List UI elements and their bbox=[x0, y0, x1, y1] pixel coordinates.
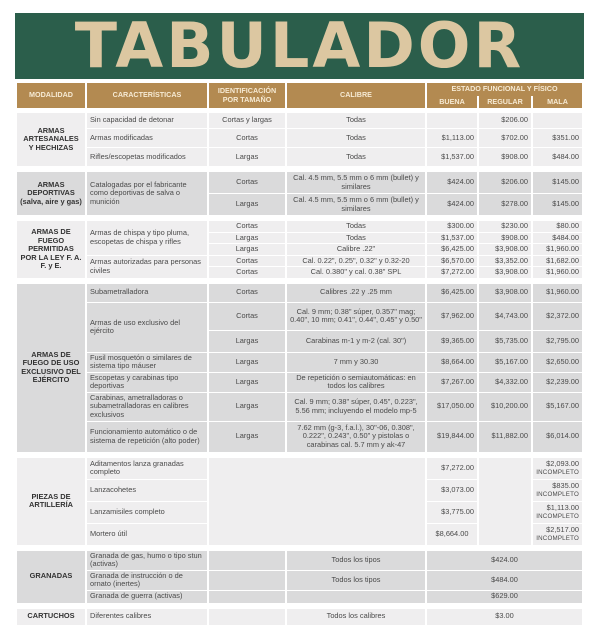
caracteristica-cell: Catalogadas por el fabricante como deportivas de salva o munición bbox=[87, 172, 207, 216]
mala-cell: $484.00 bbox=[533, 233, 582, 245]
buena-cell: $7,272.00 bbox=[427, 458, 477, 480]
header-caracteristicas: CARACTERÍSTICAS bbox=[87, 83, 207, 108]
mala-price: $1,113.00 bbox=[546, 503, 580, 513]
modalidad-cell: ARMAS DE FUEGO DE USO EXCLUSIVO DEL EJÉRCITO bbox=[17, 284, 85, 453]
caracteristica-cell: Armas autorizadas para personas civiles bbox=[87, 256, 207, 279]
mala-cell bbox=[533, 502, 582, 524]
caracteristica-cell: Granada de gas, humo o tipo stun (activas) bbox=[87, 551, 207, 571]
calibre-cell: Todas bbox=[287, 233, 425, 245]
calibre-cell: De repetición o semiautomáticas: en todos los calibres bbox=[287, 373, 425, 393]
tamano-cell: Largas bbox=[209, 393, 285, 422]
mala-cell bbox=[533, 458, 582, 480]
tamano-cell: Largas bbox=[209, 331, 285, 353]
table-row bbox=[17, 353, 582, 373]
buena-cell: $9,365.00 bbox=[427, 331, 477, 353]
header-estado: ESTADO FUNCIONAL Y FÍSICO bbox=[427, 83, 582, 96]
calibre-cell: 7 mm y 30.30 bbox=[287, 353, 425, 373]
regular-cell: $3,908.00 bbox=[479, 267, 531, 279]
buena-cell: $6,425.00 bbox=[427, 284, 477, 303]
caracteristica-cell: Carabinas, ametralladoras o subametralladoras en calibres exclusivos bbox=[87, 393, 207, 422]
modalidad-cell: ARMAS ARTESANALES Y HECHIZAS bbox=[17, 113, 85, 167]
mala-cell: $351.00 bbox=[533, 129, 582, 148]
header-regular: REGULAR bbox=[479, 96, 531, 108]
title-banner bbox=[15, 9, 584, 82]
precio-cell: $629.00 bbox=[427, 591, 582, 604]
table-row bbox=[17, 221, 582, 233]
incompleto-label: INCOMPLETO bbox=[536, 512, 580, 520]
buena-cell: $6,425.00 bbox=[427, 244, 477, 256]
regular-cell: $3,908.00 bbox=[479, 244, 531, 256]
caracteristica-cell: Sin capacidad de detonar bbox=[87, 113, 207, 129]
buena-cell: $3,775.00 bbox=[427, 502, 477, 524]
calibre-cell: Todos los tipos bbox=[287, 551, 425, 571]
table-row bbox=[17, 172, 582, 194]
regular-cell: $230.00 bbox=[479, 221, 531, 233]
tamano-cell: Cortas bbox=[209, 256, 285, 268]
mala-price: $835.00 bbox=[552, 481, 580, 491]
price-table bbox=[15, 83, 584, 626]
buena-cell bbox=[427, 113, 477, 129]
mala-cell bbox=[533, 524, 582, 546]
mala-cell: $2,795.00 bbox=[533, 331, 582, 353]
caracteristica-cell: Lanzacohetes bbox=[87, 480, 207, 502]
table-row bbox=[17, 284, 582, 303]
incompleto-label: INCOMPLETO bbox=[536, 490, 580, 498]
buena-cell: $6,570.00 bbox=[427, 256, 477, 268]
buena-cell: $8,664.00 bbox=[427, 524, 477, 546]
caracteristica-cell: Rifles/escopetas modificados bbox=[87, 148, 207, 167]
calibre-cell: Todas bbox=[287, 129, 425, 148]
calibre-cell: Calibres .22 y .25 mm bbox=[287, 284, 425, 303]
empty-cell bbox=[209, 458, 425, 546]
tamano-cell: Largas bbox=[209, 373, 285, 393]
caracteristica-cell: Granada de guerra (activas) bbox=[87, 591, 207, 604]
empty-cell bbox=[209, 609, 285, 626]
regular-cell: $4,743.00 bbox=[479, 303, 531, 331]
page-title: TABULADOR bbox=[74, 9, 525, 82]
mala-price: $2,517.00 bbox=[546, 525, 580, 535]
calibre-cell: Cal. 0.380" y cal. 0.38" SPL bbox=[287, 267, 425, 279]
header-buena: BUENA bbox=[427, 96, 477, 108]
buena-cell: $7,962.00 bbox=[427, 303, 477, 331]
buena-cell: $1,113.00 bbox=[427, 129, 477, 148]
table-row bbox=[17, 551, 582, 571]
caracteristica-cell: Mortero útil bbox=[87, 524, 207, 546]
tamano-cell: Cortas bbox=[209, 221, 285, 233]
caracteristica-cell: Funcionamiento automático o de sistema de repetición (alto poder) bbox=[87, 422, 207, 453]
calibre-cell: 7.62 mm (g-3, f.a.l.), 30"-06, 0.308", 0.222", 0.243", 0.50" y pistolas o carabinas cal. 5.7 mm y ak-47 bbox=[287, 422, 425, 453]
table-row bbox=[17, 458, 582, 480]
table-row bbox=[17, 113, 582, 129]
precio-cell: $3.00 bbox=[427, 609, 582, 626]
regular-cell: $5,167.00 bbox=[479, 353, 531, 373]
regular-cell: $5,735.00 bbox=[479, 331, 531, 353]
calibre-cell: Cal. 4.5 mm, 5.5 mm o 6 mm (bullet) y similares bbox=[287, 194, 425, 216]
tamano-cell: Largas bbox=[209, 194, 285, 216]
tamano-cell: Largas bbox=[209, 422, 285, 453]
header-mala: MALA bbox=[533, 96, 582, 108]
mala-cell: $1,960.00 bbox=[533, 267, 582, 279]
buena-cell: $3,073.00 bbox=[427, 480, 477, 502]
caracteristica-cell: Aditamentos lanza granadas completo bbox=[87, 458, 207, 480]
mala-cell: $1,960.00 bbox=[533, 244, 582, 256]
empty-cell bbox=[209, 571, 285, 591]
modalidad-cell: ARMAS DEPORTIVAS (salva, aire y gas) bbox=[17, 172, 85, 216]
calibre-cell: Todos los tipos bbox=[287, 571, 425, 591]
caracteristica-cell: Diferentes calibres bbox=[87, 609, 207, 626]
table-row bbox=[17, 422, 582, 453]
table-row bbox=[17, 373, 582, 393]
buena-cell: $8,664.00 bbox=[427, 353, 477, 373]
header-modalidad: MODALIDAD bbox=[17, 83, 85, 108]
mala-cell: $6,014.00 bbox=[533, 422, 582, 453]
empty-cell bbox=[209, 551, 285, 571]
empty-cell bbox=[209, 591, 285, 604]
regular-cell: $908.00 bbox=[479, 233, 531, 245]
calibre-cell: Todas bbox=[287, 113, 425, 129]
calibre-cell: Calibre .22" bbox=[287, 244, 425, 256]
modalidad-cell: CARTUCHOS bbox=[17, 609, 85, 626]
caracteristica-cell: Subametralladora bbox=[87, 284, 207, 303]
tamano-cell: Cortas bbox=[209, 129, 285, 148]
buena-cell: $1,537.00 bbox=[427, 233, 477, 245]
regular-cell: $3,908.00 bbox=[479, 284, 531, 303]
tamano-cell: Largas bbox=[209, 233, 285, 245]
mala-cell: $5,167.00 bbox=[533, 393, 582, 422]
table-row bbox=[17, 393, 582, 422]
calibre-cell bbox=[287, 591, 425, 604]
regular-cell: $10,200.00 bbox=[479, 393, 531, 422]
mala-cell bbox=[533, 480, 582, 502]
calibre-cell: Todas bbox=[287, 148, 425, 167]
header-identificacion: IDENTIFICACIÓN POR TAMAÑO bbox=[209, 83, 285, 108]
precio-cell: $484.00 bbox=[427, 571, 582, 591]
regular-cell: $278.00 bbox=[479, 194, 531, 216]
table-row bbox=[17, 609, 582, 626]
buena-cell: $424.00 bbox=[427, 172, 477, 194]
mala-cell: $80.00 bbox=[533, 221, 582, 233]
caracteristica-cell: Escopetas y carabinas tipo deportivas bbox=[87, 373, 207, 393]
precio-cell: $424.00 bbox=[427, 551, 582, 571]
mala-cell: $145.00 bbox=[533, 194, 582, 216]
caracteristica-cell: Armas modificadas bbox=[87, 129, 207, 148]
table-row bbox=[17, 148, 582, 167]
tamano-cell: Largas bbox=[209, 244, 285, 256]
buena-cell: $17,050.00 bbox=[427, 393, 477, 422]
incompleto-label: INCOMPLETO bbox=[536, 468, 580, 476]
regular-cell: $206.00 bbox=[479, 113, 531, 129]
modalidad-cell: ARMAS DE FUEGO PERMITIDAS POR LA LEY F. A. F. y E. bbox=[17, 221, 85, 279]
calibre-cell: Todos los calibres bbox=[287, 609, 425, 626]
calibre-cell: Cal. 0.22", 0.25", 0.32" y 0.32-20 bbox=[287, 256, 425, 268]
regular-cell: $3,352.00 bbox=[479, 256, 531, 268]
caracteristica-cell: Lanzamisiles completo bbox=[87, 502, 207, 524]
tamano-cell: Cortas bbox=[209, 284, 285, 303]
buena-cell: $300.00 bbox=[427, 221, 477, 233]
mala-cell bbox=[533, 113, 582, 129]
regular-cell: $4,332.00 bbox=[479, 373, 531, 393]
tamano-cell: Cortas bbox=[209, 172, 285, 194]
buena-cell: $19,844.00 bbox=[427, 422, 477, 453]
tamano-cell: Largas bbox=[209, 353, 285, 373]
buena-cell: $7,267.00 bbox=[427, 373, 477, 393]
mala-cell: $1,960.00 bbox=[533, 284, 582, 303]
header-calibre: CALIBRE bbox=[287, 83, 425, 108]
tamano-cell: Cortas bbox=[209, 267, 285, 279]
table-row bbox=[17, 129, 582, 148]
buena-cell: $7,272.00 bbox=[427, 267, 477, 279]
calibre-cell: Todas bbox=[287, 221, 425, 233]
mala-cell: $1,682.00 bbox=[533, 256, 582, 268]
mala-cell: $484.00 bbox=[533, 148, 582, 167]
regular-cell: $702.00 bbox=[479, 129, 531, 148]
mala-cell: $2,650.00 bbox=[533, 353, 582, 373]
caracteristica-cell: Armas de chispa y tipo pluma, escopetas de chispa y rifles bbox=[87, 221, 207, 256]
regular-cell: $206.00 bbox=[479, 172, 531, 194]
table-row bbox=[17, 256, 582, 268]
tamano-cell: Cortas y largas bbox=[209, 113, 285, 129]
table-row bbox=[17, 303, 582, 331]
regular-cell: $908.00 bbox=[479, 148, 531, 167]
caracteristica-cell: Fusil mosquetón o similares de sistema tipo máuser bbox=[87, 353, 207, 373]
caracteristica-cell: Armas de uso exclusivo del ejército bbox=[87, 303, 207, 353]
empty-cell bbox=[479, 458, 531, 546]
mala-cell: $2,372.00 bbox=[533, 303, 582, 331]
calibre-cell: Cal. 9 mm; 0.38" súper, 0.357" mag; 0.40", 10 mm; 0.41", 0.44", 0.45" y 0.50" bbox=[287, 303, 425, 331]
incompleto-label: INCOMPLETO bbox=[536, 534, 580, 542]
mala-cell: $145.00 bbox=[533, 172, 582, 194]
calibre-cell: Cal. 4.5 mm, 5.5 mm o 6 mm (bullet) y similares bbox=[287, 172, 425, 194]
table-row bbox=[17, 571, 582, 591]
calibre-cell: Carabinas m-1 y m-2 (cal. 30") bbox=[287, 331, 425, 353]
tamano-cell: Cortas bbox=[209, 303, 285, 331]
caracteristica-cell: Granada de instrucción o de ornato (inertes) bbox=[87, 571, 207, 591]
mala-price: $2,093.00 bbox=[546, 459, 580, 469]
table-row bbox=[17, 591, 582, 604]
mala-cell: $2,239.00 bbox=[533, 373, 582, 393]
buena-cell: $1,537.00 bbox=[427, 148, 477, 167]
tamano-cell: Largas bbox=[209, 148, 285, 167]
regular-cell: $11,882.00 bbox=[479, 422, 531, 453]
modalidad-cell: PIEZAS DE ARTILLERÍA bbox=[17, 458, 85, 546]
modalidad-cell: GRANADAS bbox=[17, 551, 85, 604]
buena-cell: $424.00 bbox=[427, 194, 477, 216]
calibre-cell: Cal. 9 mm; 0.38" súper, 0.45", 0.223", 5.56 mm; incluyendo el modelo mp-5 bbox=[287, 393, 425, 422]
